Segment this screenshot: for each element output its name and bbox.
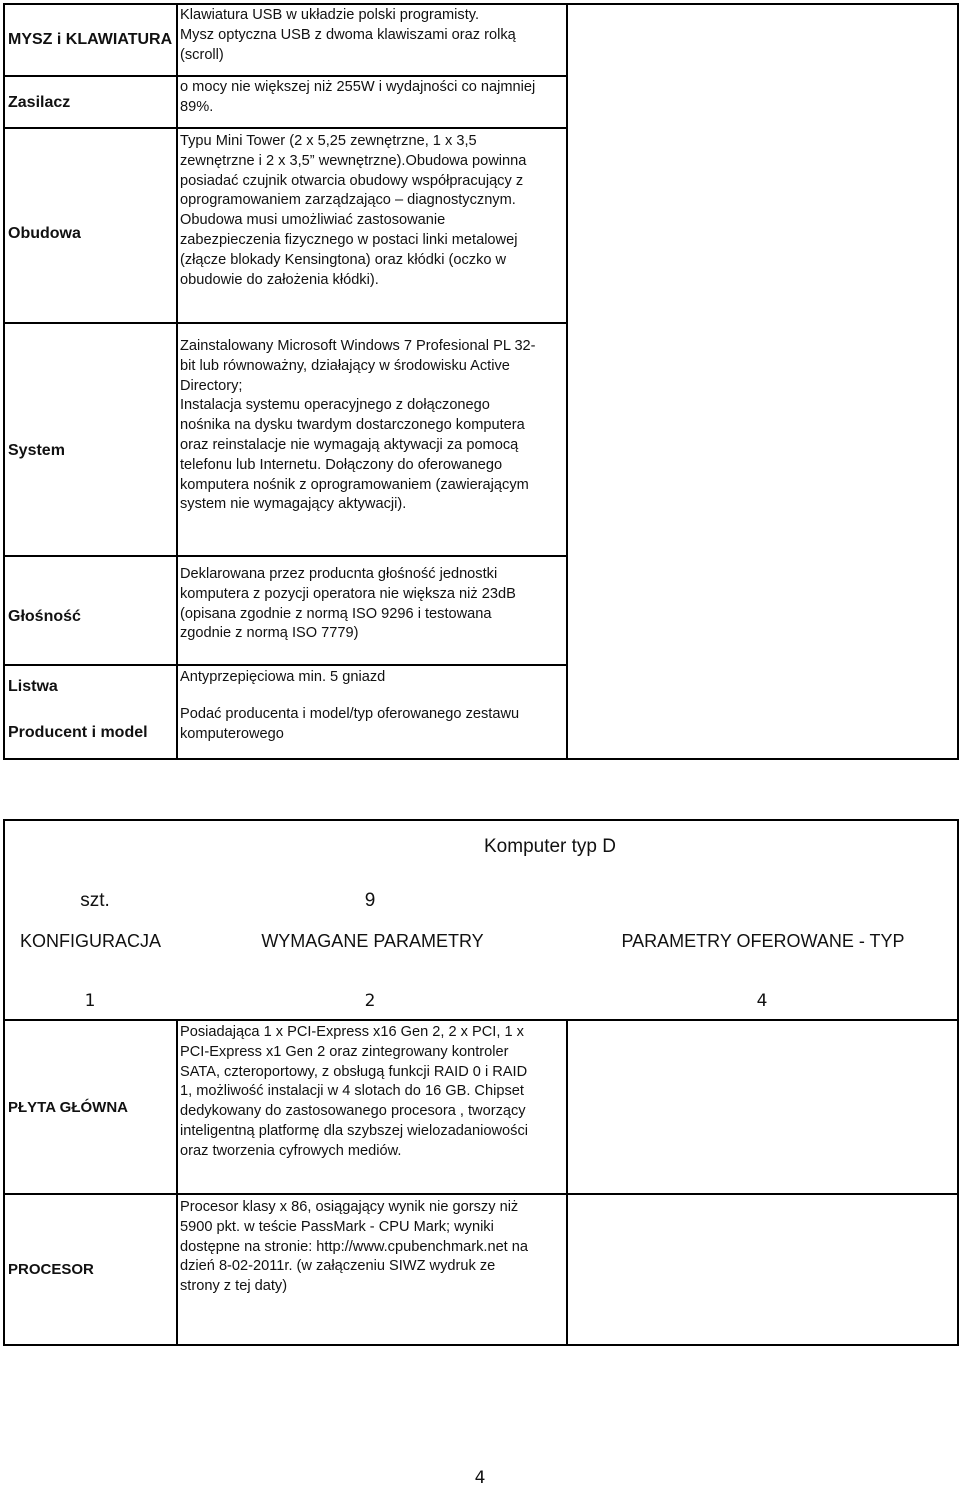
config-label-noise: Głośność	[8, 608, 81, 625]
config-label-mouse-keyboard: MYSZ i KLAWIATURA	[8, 31, 173, 48]
config-label-manufacturer: Producent i model	[8, 724, 148, 741]
quantity-value: 9	[364, 890, 376, 911]
config-label-power-strip: Listwa	[8, 678, 58, 695]
header-offered-params: PARAMETRY OFEROWANE - TYP	[621, 931, 905, 951]
table-title: Komputer typ D	[484, 836, 616, 857]
header-required-params: WYMAGANE PARAMETRY	[261, 931, 484, 951]
config-label-power-supply: Zasilacz	[8, 94, 71, 111]
requirement-processor: Procesor klasy x 86, osiągający wynik nie gorszy niż 5900 pkt. w teście PassMark - CPU Mark; wyniki dostępne na stronie: http://www.cpubenchmark.net na dzień 8-02-2011r. (w załączeniu SIWZ wydruk ze strony z tej daty)	[180, 1199, 529, 1295]
quantity-label: szt.	[80, 890, 110, 911]
column-number-4: 4	[756, 991, 768, 1011]
column-number-1: 1	[84, 991, 96, 1011]
config-label-case: Obudowa	[8, 225, 81, 242]
requirement-power-supply: o mocy nie większej niż 255W i wydajności co najmniej 89%.	[180, 79, 536, 115]
requirement-motherboard: Posiadająca 1 x PCI-Express x16 Gen 2, 2 x PCI, 1 x PCI-Express x1 Gen 2 oraz zintegrowany kontroler SATA, czteroportowy, z obsługą funkcji RAID 0 i RAID 1, możliwość instalacji w 4 slotach do 16 GB. Chipset dedykowany do zastosowanego procesora , tworzący inteligentną platformę dla szybszej wielozadaniowości oraz tworzenia cyfrowych mediów.	[180, 1024, 529, 1159]
config-label-processor: PROCESOR	[8, 1261, 94, 1278]
requirement-mouse-keyboard: Klawiatura USB w układzie polski programisty. Mysz optyczna USB z dwoma klawiszami oraz rolką (scroll)	[180, 7, 516, 63]
config-label-motherboard: PŁYTA GŁÓWNA	[8, 1099, 128, 1116]
requirement-case: Typu Mini Tower (2 x 5,25 zewnętrzne, 1 x 3,5 zewnętrzne i 2 x 3,5” wewnętrzne).Obudowa powinna posiadać czujnik otwarcia obudowy współpracujący z oprogramowaniem zarządzająco – diagnostycznym. Obudowa musi umożliwiać zastosowanie zabezpieczenia fizycznego w postaci linki metalowej (złącze blokady Kensingtona) oraz kłódki (oczko w obudowie do założenia kłódki).	[180, 133, 527, 288]
column-number-2: 2	[364, 991, 376, 1011]
config-label-system: System	[8, 442, 65, 459]
requirement-power-strip: Antyprzepięciowa min. 5 gniazd	[180, 669, 386, 685]
header-config: KONFIGURACJA	[19, 931, 161, 951]
requirement-noise: Deklarowana przez producnta głośność jednostki komputera z pozycji operatora nie większa niż 23dB (opisana zgodnie z normą ISO 9296 i testowana zgodnie z normą ISO 7779)	[180, 566, 516, 642]
requirement-system: Zainstalowany Microsoft Windows 7 Profesional PL 32- bit lub równoważny, działający w środowisku Active Directory; Instalacja systemu operacyjnego z dołączonego nośnika na dysku twardym dostarczonego komputera oraz reinstalacje nie wymagają aktywacji za pomocą telefonu lub Internetu. Dołączony do oferowanego komputera nośnik z oprogramowaniem (zawierającym system nie wymagający aktywacji).	[180, 338, 536, 513]
page-number: 4	[474, 1468, 486, 1488]
requirement-manufacturer: Podać producenta i model/typ oferowanego zestawu komputerowego	[180, 706, 520, 742]
